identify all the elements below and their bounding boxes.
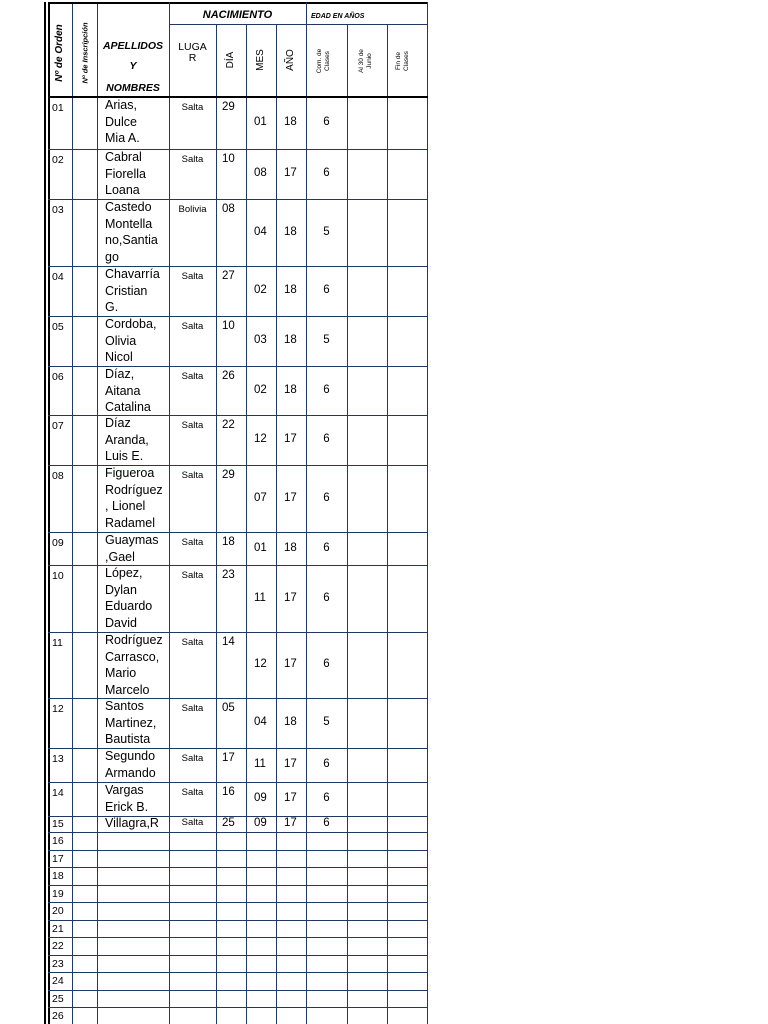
birth-year: 18	[284, 541, 297, 554]
birth-day: 16	[222, 786, 235, 798]
header-subdivider	[169, 24, 427, 25]
row-divider	[48, 885, 427, 886]
row-order-number: 09	[52, 537, 64, 549]
student-name-line: Catalina	[105, 400, 151, 414]
birth-month: 11	[254, 758, 266, 770]
birth-year: 18	[284, 383, 297, 396]
birth-year: 17	[284, 658, 297, 670]
student-name-line: Dylan	[105, 582, 137, 597]
student-name-line: go	[105, 249, 119, 264]
student-name-line: ,Gael	[105, 549, 135, 564]
student-name-line: Guaymas	[105, 533, 159, 547]
student-name-line: no,Santia	[105, 233, 158, 247]
student-name-line: Eduardo	[105, 599, 153, 613]
birth-month: 08	[254, 167, 267, 179]
birth-place: Salta	[181, 817, 204, 828]
birth-month: 09	[254, 792, 267, 804]
student-name-line: Montella	[105, 216, 153, 231]
age-value: 6	[323, 116, 330, 128]
birth-year: 18	[284, 225, 297, 238]
student-name-line: Aitana	[105, 383, 141, 398]
row-order-number: 22	[52, 940, 64, 952]
birth-day: 08	[222, 203, 235, 215]
row-order-number: 05	[52, 321, 64, 333]
student-name-line: Fiorella	[105, 166, 146, 181]
mes-header: MES	[255, 49, 266, 71]
column-divider	[427, 2, 428, 1024]
row-order-number: 16	[52, 835, 64, 847]
birth-month: 02	[254, 284, 267, 296]
birth-place: Salta	[181, 154, 204, 165]
age-value: 6	[323, 817, 330, 829]
birth-month: 12	[254, 658, 267, 670]
left-border	[48, 2, 50, 1024]
birth-year: 17	[284, 792, 297, 804]
student-name-line: Aranda,	[105, 432, 149, 447]
row-divider	[48, 832, 427, 833]
student-name-line: Nicol	[105, 350, 133, 364]
y-header: Y	[129, 60, 137, 72]
birth-day: 25	[222, 817, 235, 829]
column-divider	[387, 24, 388, 1024]
birth-year: 18	[284, 116, 297, 128]
row-divider	[48, 902, 427, 903]
age-value: 6	[323, 658, 330, 670]
column-divider	[347, 24, 348, 1024]
birth-place: Salta	[181, 102, 204, 113]
row-order-number: 03	[52, 204, 64, 216]
birth-month: 01	[254, 541, 267, 554]
column-divider	[216, 24, 217, 1024]
birth-place: Bolivia	[178, 204, 207, 215]
birth-year: 17	[284, 167, 297, 179]
birth-place: Salta	[181, 703, 204, 714]
left-margin-line	[44, 2, 46, 1024]
age-value: 5	[323, 225, 330, 238]
student-name-line: Figueroa	[105, 466, 155, 480]
birth-place: Salta	[181, 753, 204, 764]
apellidos-header: APELLIDOS	[102, 40, 164, 52]
row-order-number: 26	[52, 1009, 64, 1022]
age-value: 6	[323, 591, 330, 604]
birth-month: 02	[254, 383, 267, 396]
age-value: 6	[323, 792, 330, 804]
junio-header-2: Junio	[365, 53, 373, 69]
student-name-line: Martinez,	[105, 715, 157, 730]
row-divider	[48, 867, 427, 868]
birth-month: 03	[254, 334, 267, 346]
student-name-line: Villagra,R	[105, 816, 159, 830]
student-name-line: Olivia	[105, 333, 137, 348]
column-divider	[72, 2, 73, 1024]
birth-day: 17	[222, 752, 235, 764]
lugar-header: LUGA	[178, 41, 207, 53]
row-order-number: 18	[52, 870, 64, 882]
row-order-number: 07	[52, 420, 64, 432]
nacimiento-heading: NACIMIENTO	[202, 9, 273, 21]
birth-year: 17	[284, 491, 297, 504]
student-name-line: Dulce	[105, 114, 137, 129]
student-name-line: Arias,	[105, 98, 137, 112]
birth-year: 18	[284, 284, 297, 296]
birth-place: Salta	[181, 537, 204, 548]
student-name-line: Cordoba,	[105, 317, 157, 331]
birth-place: Salta	[181, 470, 204, 481]
row-order-number: 10	[52, 570, 64, 582]
student-name-line: Erick B.	[105, 799, 149, 814]
student-name-line: Rodríguez	[105, 633, 163, 647]
row-order-number: 20	[52, 905, 64, 917]
birth-day: 05	[222, 702, 235, 714]
birth-day: 29	[222, 469, 235, 481]
row-divider	[48, 972, 427, 973]
student-name-line: G.	[105, 300, 119, 314]
row-order-number: 24	[52, 975, 64, 987]
row-order-number: 19	[52, 887, 64, 900]
student-name-line: David	[105, 615, 137, 630]
student-name-line: Santos	[105, 699, 144, 713]
inscripcion-header: Nº de Inscripción	[80, 22, 90, 84]
birth-year: 17	[284, 433, 297, 445]
student-name-line: Armando	[105, 765, 156, 780]
age-value: 5	[323, 716, 330, 728]
birth-place: Salta	[181, 271, 204, 282]
edad-heading: EDAD EN AÑOS	[311, 13, 365, 20]
birth-place: Salta	[181, 321, 204, 332]
birth-day: 10	[222, 320, 235, 332]
row-order-number: 25	[52, 992, 64, 1005]
row-order-number: 02	[52, 154, 64, 166]
row-order-number: 01	[52, 102, 64, 114]
birth-day: 18	[222, 536, 235, 548]
row-divider	[48, 955, 427, 956]
student-name-line: Radamel	[105, 515, 156, 530]
com-clases-header-2: Clases	[323, 51, 331, 71]
birth-day: 27	[222, 270, 235, 282]
student-name-line: Cristian	[105, 283, 148, 298]
student-name-line: , Lionel	[105, 499, 146, 513]
dia-header: DÍA	[225, 51, 236, 69]
age-value: 6	[323, 383, 330, 396]
student-name-line: Loana	[105, 183, 140, 197]
fin-clases-header: Fin de	[394, 51, 402, 71]
row-order-number: 21	[52, 922, 64, 935]
row-order-number: 12	[52, 703, 64, 715]
birth-year: 17	[284, 591, 297, 604]
birth-place: Salta	[181, 371, 204, 382]
student-name-line: Chavarría	[105, 267, 160, 281]
row-divider	[48, 920, 427, 921]
birth-place: Salta	[181, 570, 204, 581]
birth-day: 10	[222, 153, 235, 165]
student-name-line: Bautista	[105, 732, 151, 746]
student-name-line: Rodríguez	[105, 482, 163, 497]
fin-clases-header-2: Clases	[402, 51, 410, 71]
student-name-line: Díaz	[105, 416, 131, 430]
birth-month: 04	[254, 716, 267, 728]
row-order-number: 08	[52, 470, 64, 482]
birth-month: 01	[254, 116, 267, 128]
column-divider	[97, 2, 98, 1024]
age-value: 6	[323, 758, 330, 770]
age-value: 6	[323, 167, 330, 179]
student-name-line: López,	[105, 566, 143, 580]
birth-year: 18	[284, 716, 297, 728]
student-name-line: Vargas	[105, 783, 144, 797]
age-value: 6	[323, 491, 330, 504]
student-name-line: Cabral	[105, 150, 142, 164]
birth-day: 26	[222, 370, 235, 382]
anio-header: AÑO	[285, 49, 296, 71]
birth-day: 23	[222, 569, 235, 581]
student-name-line: Marcelo	[105, 682, 150, 697]
row-order-number: 06	[52, 371, 64, 383]
orden-header: Nº de Orden	[54, 24, 65, 82]
birth-place: Salta	[181, 420, 204, 431]
row-order-number: 13	[52, 753, 64, 765]
birth-place: Salta	[181, 787, 204, 798]
student-name-line: Luis E.	[105, 449, 144, 463]
birth-place: Salta	[181, 637, 204, 648]
student-name-line: Díaz,	[105, 367, 135, 381]
age-value: 6	[323, 433, 330, 445]
age-value: 6	[323, 284, 330, 296]
column-divider	[246, 24, 247, 1024]
row-order-number: 17	[52, 852, 64, 865]
junio-header: Al 30 de	[357, 49, 365, 73]
birth-day: 22	[222, 419, 235, 431]
age-value: 5	[323, 334, 330, 346]
birth-month: 12	[254, 433, 267, 445]
birth-month: 09	[254, 817, 267, 829]
birth-year: 17	[284, 758, 297, 770]
birth-year: 17	[284, 817, 297, 829]
birth-month: 11	[254, 591, 266, 604]
student-name-line: Segundo	[105, 749, 156, 763]
age-value: 6	[323, 541, 330, 554]
student-name-line: Mario	[105, 666, 137, 680]
row-divider	[48, 1007, 427, 1008]
lugar-header-2: R	[188, 52, 197, 64]
student-name-line: Carrasco,	[105, 649, 160, 664]
row-divider	[48, 850, 427, 851]
row-divider	[48, 990, 427, 991]
birth-day: 29	[222, 101, 235, 113]
birth-year: 18	[284, 334, 297, 346]
row-order-number: 15	[52, 818, 64, 830]
column-divider	[276, 24, 277, 1024]
row-order-number: 11	[52, 637, 63, 649]
header-group-mid	[306, 2, 307, 25]
row-order-number: 04	[52, 271, 64, 283]
student-name-line: Castedo	[105, 200, 152, 214]
row-order-number: 14	[52, 787, 64, 799]
top-border	[48, 2, 427, 4]
row-divider	[48, 937, 427, 938]
com-clases-header: Com. de	[315, 48, 323, 74]
student-name-line: Mia A.	[105, 131, 140, 145]
birth-month: 07	[254, 491, 267, 504]
birth-day: 14	[222, 636, 235, 648]
nombres-header: NOMBRES	[106, 82, 160, 94]
birth-month: 04	[254, 225, 267, 238]
row-order-number: 23	[52, 957, 64, 970]
